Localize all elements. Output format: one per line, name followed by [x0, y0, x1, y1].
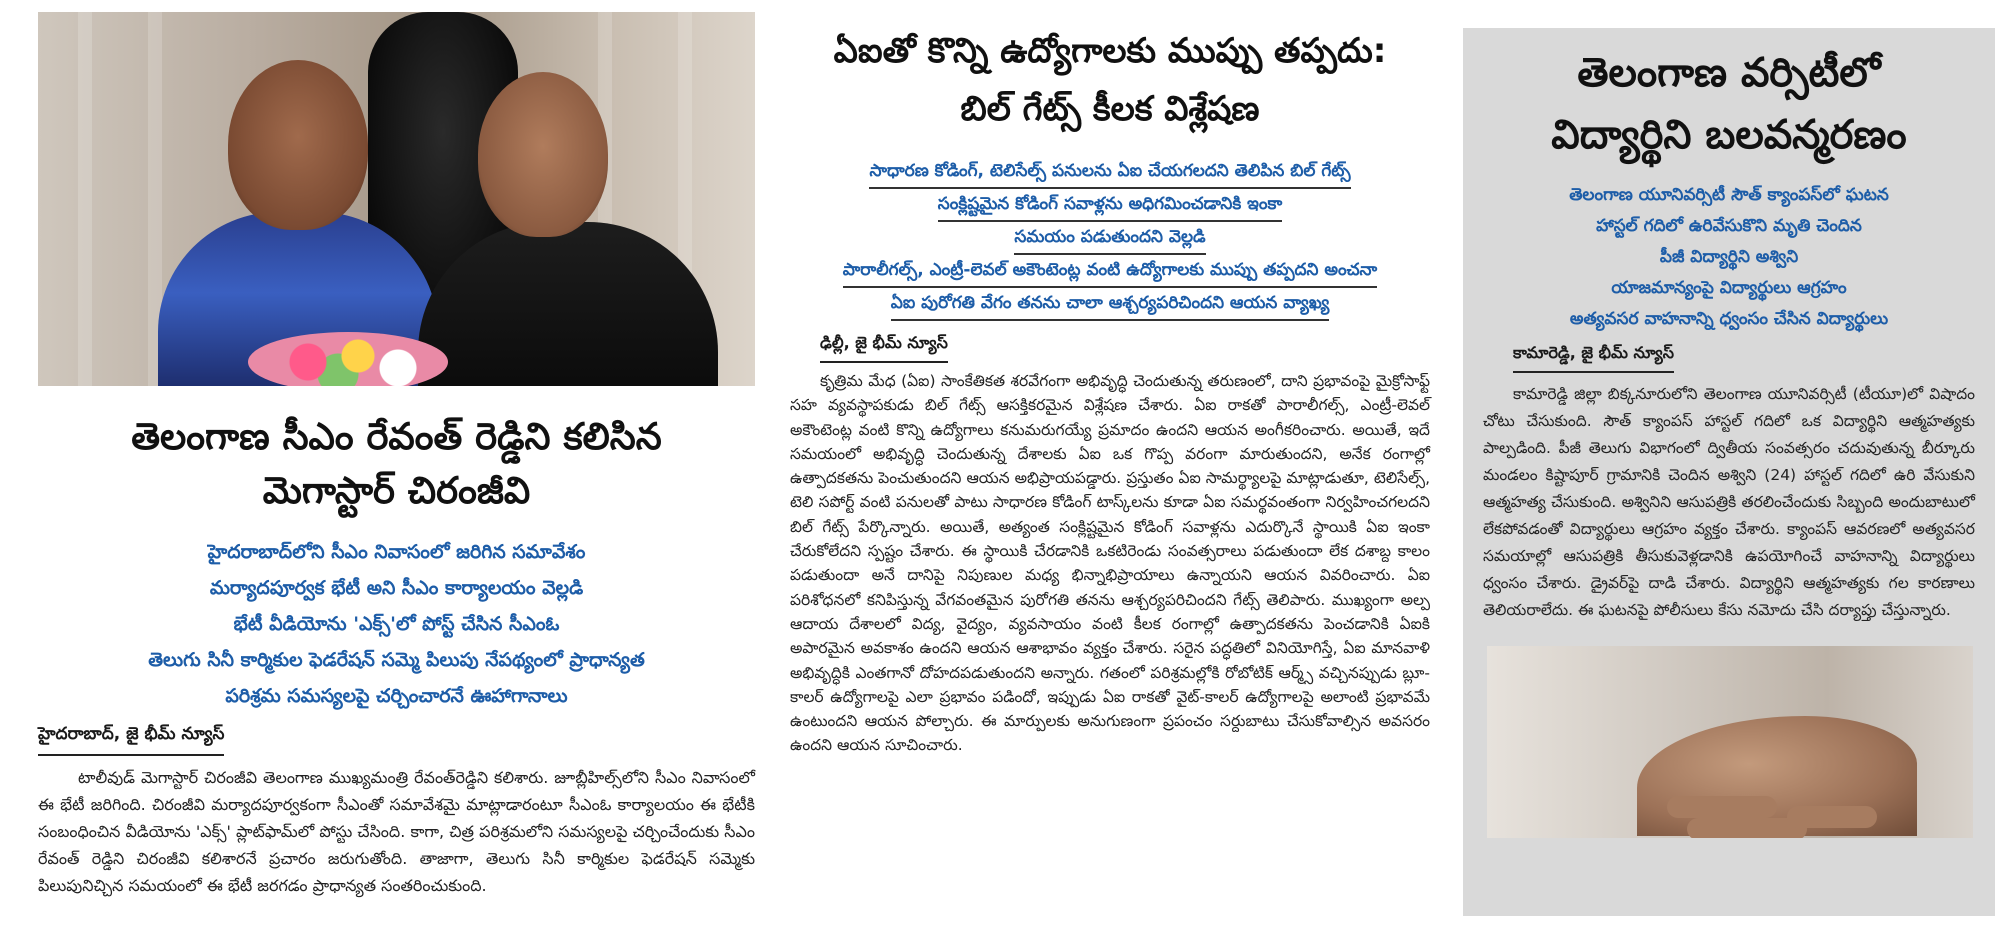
chiranjeevi-revanth-photo: [38, 12, 755, 386]
byline-bill-gates: ఢిల్లీ, జై భీమ్ న్యూస్: [820, 333, 948, 363]
body-bill-gates: కృత్రిమ మేధ (ఏఐ) సాంకేతికత శరవేగంగా అభివృద్ధి చెందుతున్న తరుణంలో, దాని ప్రభావంపై మైక్రోసాఫ్ట్ సహ వ్యవస్థాపకుడు బిల్ గేట్స్ ఆసక్తికరమైన విశ్లేషణ చేశారు. ఏఐ రాకతో పారాలీగల్స్, ఎంట్రీ-లెవల్ అకౌంటెంట్ల వంటి కొన్ని ఉద్యోగాలు కనుమరుగయ్యే ప్రమాదం ఉందని ఆయన అంగీకరించారు. అయితే, ఇదే సమయంలో అభివృద్ధి చెందుతున్న దేశాలకు ఏఐ ఒక గొప్ప వరంగా మారుతుందని, అనేక రంగాల్లో ఉత్పాదకతను పెంచుతుందని ఆయన అభిప్రాయపడ్డారు. ప్రస్తుతం ఏఐ సామర్థ్యాలపై మాట్లాడుతూ, టెలిసేల్స్, టెలి సపోర్ట్ వంటి పనులతో పాటు సాధారణ కోడింగ్ టాస్క్‌లను కూడా ఏఐ సమర్థవంతంగా నిర్వహించగలదని బిల్ గేట్స్ పేర్కొన్నారు. అయితే, అత్యంత సంక్లిష్టమైన కోడింగ్ సవాళ్లను ఎదుర్కొనే స్థాయికి ఏఐ ఇంకా చేరుకోలేదని స్పష్టం చేశారు. ఈ స్థాయికి చేరడానికి ఒకటిరెండు సంవత్సరాలు పడుతుందా లేక దశాబ్ద కాలం పడుతుందా అనే దానిపై నిపుణుల మధ్య భిన్నాభిప్రాయాలు ఉన్నాయని ఆయన వివరించారు. ఏఐ పరిశోధనలో కనిపిస్తున్న వేగవంతమైన పురోగతి తనను ఆశ్చర్యపరిచిందని గేట్స్ తెలిపారు. ముఖ్యంగా అల్ప ఆదాయ దేశాలలో విద్య, వైద్యం, వ్యవసాయం వంటి కీలక రంగాల్లో ఉత్పాదకతను పెంచడానికి ఏఐకి అపారమైన అవకాశం ఉందని ఆయన ఆశాభావం వ్యక్తం చేశారు. సరైన పద్ధతిలో వినియోగిస్తే, ఏఐ మానవాళి అభివృద్ధికి ఎంతగానో దోహదపడుతుందని అన్నారు. గతంలో పరిశ్రమల్లోకి రోబోటిక్ ఆర్మ్స్ వచ్చినప్పుడు బ్లూ-కాలర్ ఉద్యోగాలపై ఎలా ప్రభావం పడిందో, ఇప్పుడు ఏఐ రాకతో వైట్-కాలర్ ఉద్యోగాలపై అలాంటి ప్రభావమే ఉంటుందని ఆయన పోల్చారు. ఈ మార్పులకు అనుగుణంగా ప్రపంచం సర్దుబాటు చేసుకోవాల్సిన అవసరం ఉందని ఆయన సూచించారు.: [790, 372, 1430, 755]
headline-chiranjeevi: తెలంగాణ సీఎం రేవంత్ రెడ్డిని కలిసిన మెగాస్టార్ చిరంజీవి: [131, 415, 662, 512]
headline-telangana-university: తెలంగాణ వర్సిటీలో విద్యార్థిని బలవన్మరణం: [1551, 50, 1907, 158]
flower-bouquet: [248, 332, 448, 386]
byline-telangana-university: కామారెడ్డి, జై భీమ్ న్యూస్: [1513, 343, 1674, 373]
subheads-chiranjeevi: హైదరాబాద్‌లోని సీఎం నివాసంలో జరిగిన సమావేశం మర్యాదపూర్వక భేటీ అని సీఎం కార్యాలయం వెల్లడి భేటీ వీడియోను 'ఎక్స్'లో పోస్ట్ చేసిన సీఎంఓ తెలుగు సినీ కార్మికుల ఫెడరేషన్ సమ్మె పిలుపు నేపథ్యంలో ప్రాధాన్యత పరిశ్రమ సమస్యలపై చర్చించారనే ఊహాగానాలు: [148, 541, 645, 707]
article-telangana-university: [1463, 28, 1995, 916]
headline-bill-gates: ఏఐతో కొన్ని ఉద్యోగాలకు ముప్పు తప్పదు: బిల్ గేట్స్ కీలక విశ్లేషణ: [833, 31, 1387, 129]
byline-chiranjeevi: హైదరాబాద్, జై భీమ్ న్యూస్: [38, 724, 224, 756]
article-chiranjeevi: [38, 12, 755, 899]
subheads-bill-gates: సాధారణ కోడింగ్, టెలిసేల్స్ పనులను ఏఐ చేయగలదని తెలిపిన బిల్ గేట్స్ సంక్లిష్టమైన కోడింగ్ సవాళ్లను అధిగమించడానికి ఇంకా సమయం పడుతుందని వెల్లడి పారాలీగల్స్, ఎంట్రీ-లెవల్ అకౌంటెంట్ల వంటి ఉద్యోగాలకు ముప్పు తప్పదని అంచనా ఏఐ పురోగతి వేగం తనను చాలా ఆశ్చర్యపరిచిందని ఆయన వ్యాఖ్య: [790, 156, 1430, 321]
article-bill-gates: [790, 22, 1430, 758]
hand-photo: [1487, 646, 1973, 838]
subheads-telangana-university: తెలంగాణ యూనివర్సిటీ సౌత్ క్యాంపస్‌లో ఘటన హాస్టల్ గదిలో ఉరివేసుకొని మృతి చెందిన పీజీ విద్యార్థిని అశ్విని యాజమాన్యంపై విద్యార్థులు ఆగ్రహం అత్యవసర వాహనాన్ని ధ్వంసం చేసిన విద్యార్థులు: [1569, 185, 1889, 329]
body-telangana-university: కామారెడ్డి జిల్లా బిక్కనూరులోని తెలంగాణ యూనివర్సిటీ (టీయూ)లో విషాదం చోటు చేసుకుంది. సౌత్ క్యాంపస్ హాస్టల్ గదిలో ఒక విద్యార్థిని ఆత్మహత్యకు పాల్పడింది. పీజీ తెలుగు విభాగంలో ద్వితీయ సంవత్సరం చదువుతున్న బీర్కూరు మండలం కిష్టాపూర్ గ్రామానికి చెందిన అశ్విని (24) హాస్టల్ గదిలో ఉరి వేసుకుని ఆత్మహత్య చేసుకుంది. అశ్వినిని ఆసుపత్రికి తరలించేందుకు సిబ్బంది అందుబాటులో లేకపోవడంతో విద్యార్థులు ఆగ్రహం వ్యక్తం చేశారు. క్యాంపస్ ఆవరణలో అత్యవసర సమయాల్లో ఆసుపత్రికి తీసుకువెళ్లడానికి ఉపయోగించే వాహనాన్ని విద్యార్థులు ధ్వంసం చేశారు. డ్రైవర్‌పై దాడి చేశారు. విద్యార్థిని ఆత్మహత్యకు గల కారణాలు తెలియరాలేదు. ఈ ఘటనపై పోలీసులు కేసు నమోదు చేసి దర్యాప్తు చేస్తున్నారు.: [1483, 385, 1975, 619]
body-chiranjeevi: టాలీవుడ్ మెగాస్టార్ చిరంజీవి తెలంగాణ ముఖ్యమంత్రి రేవంత్‌రెడ్డిని కలిశారు. జూబ్లీహిల్స్‌లోని సీఎం నివాసంలో ఈ భేటీ జరిగింది. చిరంజీవి మర్యాదపూర్వకంగా సీఎంతో సమావేశమై మాట్లాడారంటూ సీఎంఓ కార్యాలయం ఈ భేటీకి సంబంధించిన వీడియోను 'ఎక్స్' ప్లాట్‌ఫామ్‌లో పోస్టు చేసింది. కాగా, చిత్ర పరిశ్రమలోని సమస్యలపై చర్చించేందుకు సీఎం రేవంత్ రెడ్డిని చిరంజీవి కలిశారనే ప్రచారం జరుగుతోంది. తాజాగా, తెలుగు సినీ కార్మికుల ఫెడరేషన్ సమ్మెకు పిలుపునిచ్చిన సమయంలో ఈ భేటీ జరగడం ప్రాధాన్యత సంతరించుకుంది.: [38, 768, 755, 895]
